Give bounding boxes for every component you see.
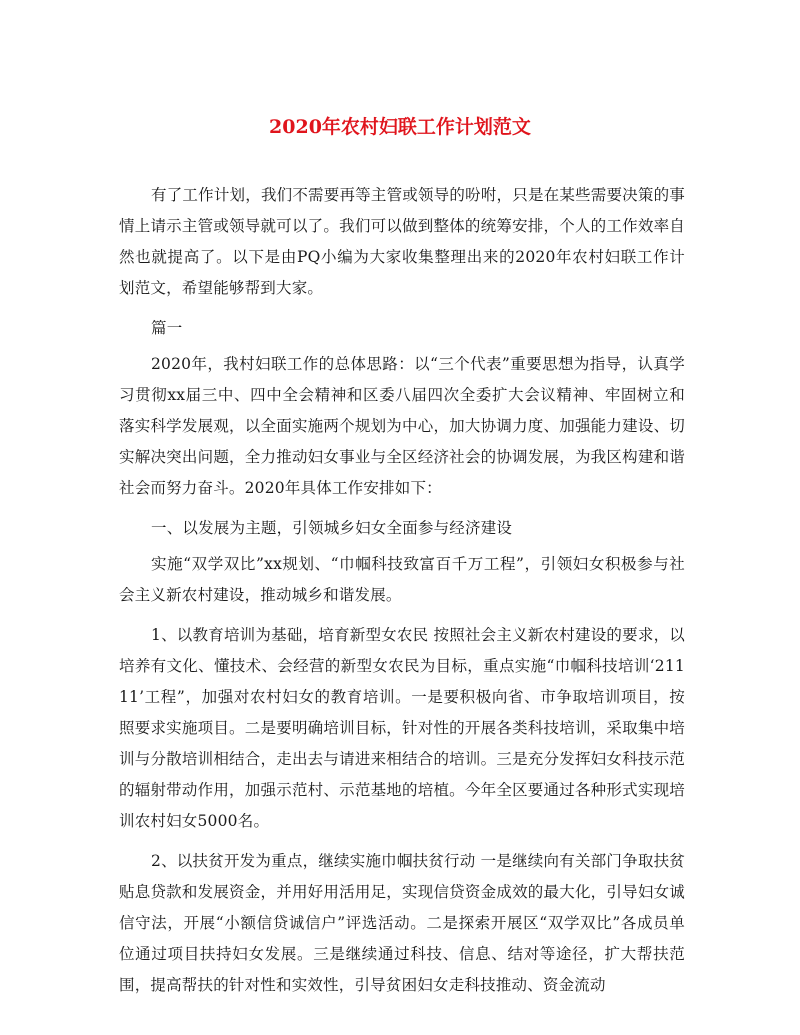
- paragraph-heading-1: 一、以发展为主题，引领城乡妇女全面参与经济建设: [151, 519, 513, 537]
- paragraph-item-1: 1、以教育培训为基础，培育新型女农民 按照社会主义新农村建设的要求，以培养有文化、懂技术、会经营的新型女农民为目标，重点实施“巾帼科技培训‘21111’工程”，加强对农村妇女的教育培训。一是要积极向省、市争取培训项目，按照要求实施项目。二是要明确培训目标，针对性的开展各类科技培训，采取集中培训与分散培训相结合，走出去与请进来相结合的培训。三是充分发挥妇女科技示范的辐射带动作用，加强示范村、示范基地的培植。今年全区要通过各种形式实现培训农村妇女5000名。: [119, 626, 685, 830]
- paragraph-item-2: 2、以扶贫开发为重点，继续实施巾帼扶贫行动 一是继续向有关部门争取扶贫贴息贷款和发展资金，并用好用活用足，实现信贷资金成效的最大化，引导妇女诚信守法，开展“小额信贷诚信户”评选活动。二是探索开展区“双学双比”各成员单位通过项目扶持妇女发展。三是继续通过科技、信息、结对等途径，扩大帮扶范围，提高帮扶的针对性和实效性，引导贫困妇女走科技推动、资金流动: [119, 852, 685, 994]
- paragraph-implementation: 实施“双学双比”xx规划、“巾帼科技致富百千万工程”，引领妇女积极参与社会主义新农村建设，推动城乡和谐发展。: [119, 555, 685, 604]
- paragraph-intro: 有了工作计划，我们不需要再等主管或领导的吩咐，只是在某些需要决策的事情上请示主管或领导就可以了。我们可以做到整体的统筹安排，个人的工作效率自然也就提高了。以下是由PQ小编为大家收集整理出来的2020年农村妇联工作计划范文，希望能够帮到大家。: [119, 186, 685, 297]
- paragraph-section-label: 篇一: [151, 319, 183, 337]
- document-body: [119, 180, 685, 1010]
- paragraph-overview: 2020年，我村妇联工作的总体思路：以“三个代表”重要思想为指导，认真学习贯彻xx届三中、四中全会精神和区委八届四次全委扩大会议精神、牢固树立和落实科学发展观，以全面实施两个规划为中心，加大协调力度、加强能力建设、切实解决突出问题，全力推动妇女事业与全区经济社会的协调发展，为我区构建和谐社会而努力奋斗。2020年具体工作安排如下：: [119, 355, 685, 497]
- document-title: 2020年农村妇联工作计划范文: [269, 116, 531, 138]
